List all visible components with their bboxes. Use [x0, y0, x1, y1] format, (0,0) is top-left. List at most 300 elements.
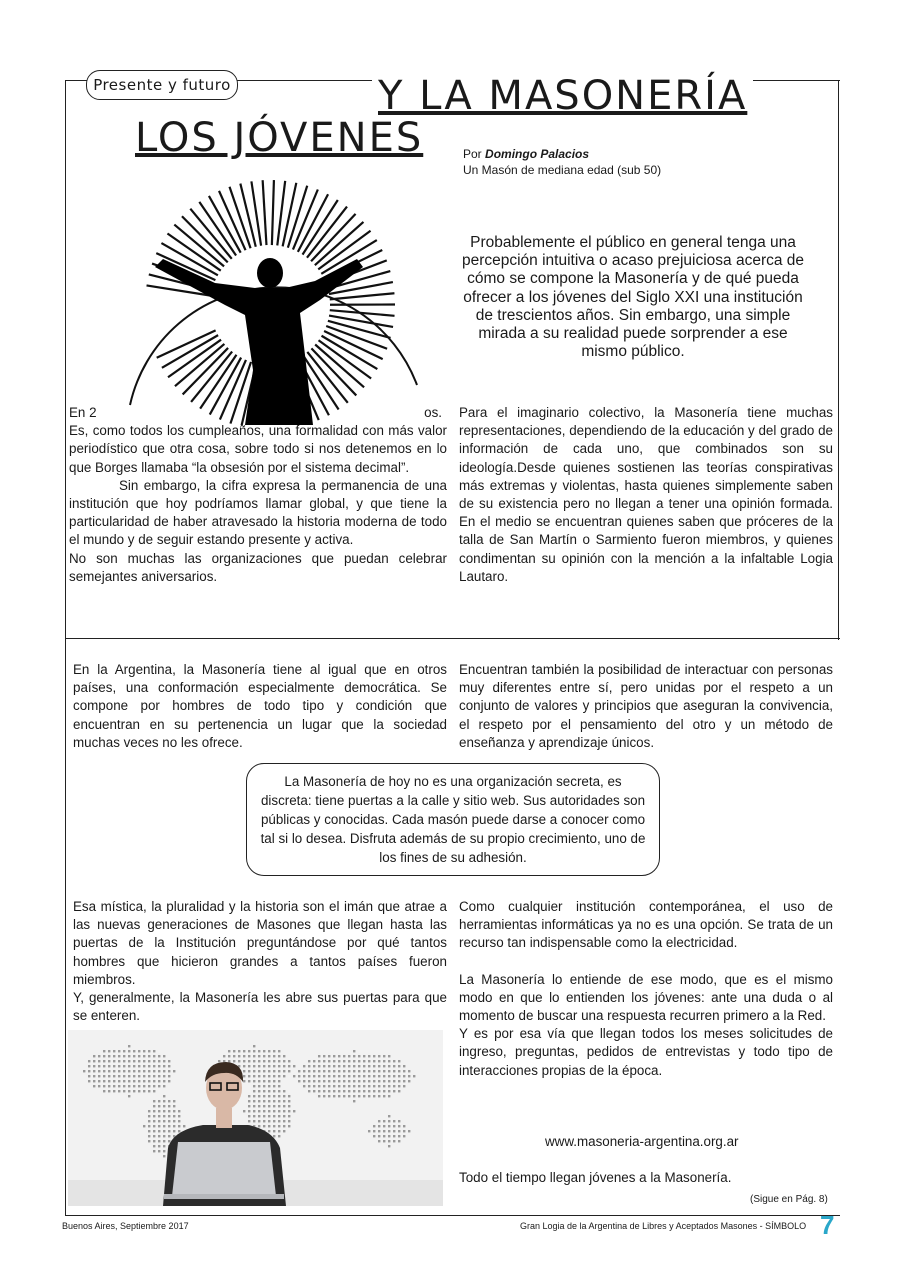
- map-dot: [393, 1075, 395, 1077]
- paragraph: Esa mística, la pluralidad y la historia son el imán que atrae a las nuevas generaciones de Masones que llegan hasta las puertas de la Institución preguntándose por qué tantos hombres que hicieron grandes a tantos países fueron miembros.: [73, 899, 447, 987]
- map-dot: [153, 1130, 155, 1132]
- map-dot: [333, 1075, 335, 1077]
- map-dot: [113, 1050, 115, 1052]
- map-dot: [403, 1085, 405, 1087]
- map-dot: [108, 1090, 110, 1092]
- website-url: www.masoneria-argentina.org.ar: [545, 1134, 739, 1149]
- map-dot: [278, 1115, 280, 1117]
- map-dot: [348, 1075, 350, 1077]
- map-dot: [278, 1060, 280, 1062]
- map-dot: [273, 1090, 275, 1092]
- map-dot: [93, 1085, 95, 1087]
- map-dot: [83, 1070, 85, 1072]
- map-dot: [338, 1095, 340, 1097]
- map-dot: [243, 1110, 245, 1112]
- map-dot: [163, 1065, 165, 1067]
- map-dot: [118, 1060, 120, 1062]
- map-dot: [233, 1055, 235, 1057]
- map-dot: [313, 1060, 315, 1062]
- map-dot: [283, 1055, 285, 1057]
- map-dot: [333, 1095, 335, 1097]
- map-dot: [343, 1080, 345, 1082]
- map-dot: [288, 1060, 290, 1062]
- map-dot: [148, 1085, 150, 1087]
- map-dot: [113, 1055, 115, 1057]
- map-dot: [313, 1090, 315, 1092]
- map-dot: [288, 1070, 290, 1072]
- map-dot: [183, 1125, 185, 1127]
- map-dot: [303, 1085, 305, 1087]
- map-dot: [258, 1070, 260, 1072]
- map-dot: [283, 1125, 285, 1127]
- continued-note: (Sigue en Pág. 8): [750, 1194, 828, 1205]
- map-dot: [243, 1055, 245, 1057]
- map-dot: [278, 1065, 280, 1067]
- map-dot: [268, 1090, 270, 1092]
- map-dot: [148, 1075, 150, 1077]
- map-dot: [373, 1075, 375, 1077]
- map-dot: [243, 1060, 245, 1062]
- map-dot: [313, 1080, 315, 1082]
- map-dot: [253, 1075, 255, 1077]
- map-dot: [303, 1080, 305, 1082]
- map-dot: [288, 1120, 290, 1122]
- map-dot: [148, 1135, 150, 1137]
- map-dot: [108, 1080, 110, 1082]
- map-dot: [158, 1105, 160, 1107]
- map-dot: [368, 1130, 370, 1132]
- map-dot: [268, 1095, 270, 1097]
- map-dot: [153, 1135, 155, 1137]
- map-dot: [133, 1065, 135, 1067]
- map-dot: [138, 1070, 140, 1072]
- map-dot: [253, 1095, 255, 1097]
- map-dot: [333, 1065, 335, 1067]
- map-dot: [143, 1060, 145, 1062]
- first-line-end: os.: [424, 405, 442, 420]
- map-dot: [358, 1055, 360, 1057]
- map-dot: [158, 1075, 160, 1077]
- map-dot: [253, 1060, 255, 1062]
- map-dot: [258, 1065, 260, 1067]
- map-dot: [93, 1075, 95, 1077]
- map-dot: [288, 1115, 290, 1117]
- map-dot: [343, 1065, 345, 1067]
- map-dot: [103, 1055, 105, 1057]
- map-dot: [248, 1055, 250, 1057]
- map-dot: [403, 1075, 405, 1077]
- sunburst-ray: [263, 180, 267, 245]
- map-dot: [388, 1090, 390, 1092]
- map-dot: [153, 1140, 155, 1142]
- map-dot: [93, 1060, 95, 1062]
- map-dot: [373, 1060, 375, 1062]
- map-dot: [343, 1090, 345, 1092]
- map-dot: [343, 1095, 345, 1097]
- map-dot: [398, 1135, 400, 1137]
- map-dot: [263, 1050, 265, 1052]
- map-dot: [368, 1080, 370, 1082]
- map-dot: [248, 1065, 250, 1067]
- map-dot: [258, 1090, 260, 1092]
- map-dot: [158, 1100, 160, 1102]
- map-dot: [363, 1065, 365, 1067]
- map-dot: [258, 1060, 260, 1062]
- map-dot: [248, 1115, 250, 1117]
- map-dot: [88, 1080, 90, 1082]
- map-dot: [348, 1090, 350, 1092]
- map-dot: [253, 1085, 255, 1087]
- map-dot: [168, 1075, 170, 1077]
- paragraph: Sin embargo, la cifra expresa la permanencia de una institución que hoy podríamos llamar global, y que tiene la particularidad de haber atravesado la historia moderna de todo el mundo y de seguir estando presente y activa.: [69, 477, 447, 548]
- map-dot: [388, 1075, 390, 1077]
- map-dot: [143, 1080, 145, 1082]
- paragraph: Encuentran también la posibilidad de interactuar con personas muy diferentes entre sí, pero unidas por el respeto a un conjunto de valores y principios que aseguran la convivencia, el respeto por el pensamiento del otro y un método de enseñanza y aprendizaje únicos.: [459, 662, 833, 750]
- map-dot: [283, 1100, 285, 1102]
- map-dot: [163, 1135, 165, 1137]
- map-dot: [273, 1100, 275, 1102]
- map-dot: [293, 1065, 295, 1067]
- map-dot: [158, 1150, 160, 1152]
- map-dot: [368, 1070, 370, 1072]
- map-dot: [133, 1070, 135, 1072]
- map-dot: [158, 1110, 160, 1112]
- map-dot: [393, 1080, 395, 1082]
- map-dot: [303, 1075, 305, 1077]
- sunburst-ray: [272, 180, 274, 245]
- map-dot: [328, 1060, 330, 1062]
- map-dot: [143, 1070, 145, 1072]
- map-dot: [283, 1095, 285, 1097]
- map-dot: [258, 1050, 260, 1052]
- map-dot: [378, 1120, 380, 1122]
- byline: [463, 146, 661, 178]
- map-dot: [343, 1075, 345, 1077]
- map-dot: [368, 1055, 370, 1057]
- map-dot: [93, 1080, 95, 1082]
- map-dot: [403, 1125, 405, 1127]
- map-dot: [358, 1060, 360, 1062]
- map-dot: [283, 1115, 285, 1117]
- map-dot: [158, 1055, 160, 1057]
- map-dot: [163, 1130, 165, 1132]
- map-dot: [238, 1060, 240, 1062]
- callout-box: La Masonería de hoy no es una organización secreta, es discreta: tiene puertas a la calle y sitio web. Sus autoridades son públicas y conocidas. Cada masón puede darse a conocer como tal si lo desea. Disfruta además de su propio crecimiento, uno de los fines de su adhesión.: [246, 763, 660, 876]
- map-dot: [273, 1105, 275, 1107]
- map-dot: [268, 1085, 270, 1087]
- map-dot: [378, 1135, 380, 1137]
- map-dot: [153, 1100, 155, 1102]
- map-dot: [98, 1085, 100, 1087]
- map-dot: [163, 1150, 165, 1152]
- map-dot: [173, 1125, 175, 1127]
- map-dot: [258, 1110, 260, 1112]
- map-dot: [278, 1095, 280, 1097]
- map-dot: [88, 1060, 90, 1062]
- map-dot: [143, 1085, 145, 1087]
- map-dot: [353, 1050, 355, 1052]
- map-dot: [408, 1075, 410, 1077]
- map-dot: [398, 1130, 400, 1132]
- map-dot: [248, 1080, 250, 1082]
- map-dot: [368, 1085, 370, 1087]
- map-dot: [118, 1080, 120, 1082]
- map-dot: [318, 1085, 320, 1087]
- map-dot: [238, 1050, 240, 1052]
- map-dot: [333, 1060, 335, 1062]
- map-dot: [368, 1060, 370, 1062]
- map-dot: [178, 1110, 180, 1112]
- map-dot: [258, 1120, 260, 1122]
- map-dot: [313, 1065, 315, 1067]
- map-dot: [273, 1120, 275, 1122]
- sunburst-ray: [191, 352, 232, 402]
- sunburst-silhouette-illustration: [95, 155, 437, 425]
- map-dot: [383, 1140, 385, 1142]
- map-dot: [383, 1075, 385, 1077]
- sunburst-ray: [311, 348, 356, 395]
- map-dot: [388, 1060, 390, 1062]
- map-dot: [393, 1070, 395, 1072]
- byline-subtitle: Un Masón de mediana edad (sub 50): [463, 163, 662, 177]
- map-dot: [398, 1125, 400, 1127]
- column-left-top: [69, 404, 447, 586]
- map-dot: [378, 1095, 380, 1097]
- map-dot: [118, 1070, 120, 1072]
- map-dot: [88, 1070, 90, 1072]
- map-dot: [173, 1115, 175, 1117]
- map-dot: [158, 1125, 160, 1127]
- map-dot: [273, 1055, 275, 1057]
- map-dot: [403, 1130, 405, 1132]
- map-dot: [253, 1080, 255, 1082]
- sunburst-ray: [174, 225, 224, 267]
- map-dot: [288, 1105, 290, 1107]
- map-dot: [268, 1100, 270, 1102]
- map-dot: [158, 1115, 160, 1117]
- map-dot: [298, 1070, 300, 1072]
- map-dot: [368, 1095, 370, 1097]
- map-dot: [108, 1060, 110, 1062]
- map-dot: [368, 1075, 370, 1077]
- map-dot: [153, 1050, 155, 1052]
- map-dot: [338, 1085, 340, 1087]
- map-dot: [378, 1090, 380, 1092]
- map-dot: [248, 1070, 250, 1072]
- map-dot: [133, 1060, 135, 1062]
- map-dot: [243, 1075, 245, 1077]
- map-dot: [133, 1055, 135, 1057]
- paragraph: Y es por esa vía que llegan todos los meses solicitudes de ingreso, preguntas, pedidos de entrevistas y todo tipo de interacciones propias de la época.: [459, 1026, 833, 1078]
- map-dot: [278, 1100, 280, 1102]
- map-dot: [278, 1125, 280, 1127]
- map-dot: [373, 1135, 375, 1137]
- map-dot: [158, 1140, 160, 1142]
- map-dot: [328, 1085, 330, 1087]
- map-dot: [273, 1115, 275, 1117]
- map-dot: [348, 1080, 350, 1082]
- map-dot: [363, 1055, 365, 1057]
- map-dot: [363, 1095, 365, 1097]
- map-dot: [108, 1055, 110, 1057]
- map-dot: [93, 1055, 95, 1057]
- map-dot: [383, 1065, 385, 1067]
- map-dot: [343, 1085, 345, 1087]
- map-dot: [333, 1055, 335, 1057]
- map-dot: [273, 1110, 275, 1112]
- map-dot: [248, 1120, 250, 1122]
- map-dot: [253, 1055, 255, 1057]
- map-dot: [228, 1055, 230, 1057]
- map-dot: [373, 1055, 375, 1057]
- map-dot: [153, 1060, 155, 1062]
- map-dot: [263, 1070, 265, 1072]
- sunburst-ray: [315, 345, 364, 388]
- map-dot: [398, 1065, 400, 1067]
- map-dot: [163, 1105, 165, 1107]
- map-dot: [128, 1085, 130, 1087]
- paragraph: Es, como todos los cumpleaños, una formalidad con más valor periodístico que otra cosa, sobre todo si nos detenemos en lo que Borges llamaba “la obsesión por el sistema decimal”.: [69, 423, 447, 475]
- map-dot: [353, 1070, 355, 1072]
- map-dot: [148, 1140, 150, 1142]
- map-dot: [168, 1070, 170, 1072]
- map-dot: [178, 1115, 180, 1117]
- map-dot: [258, 1075, 260, 1077]
- map-dot: [353, 1075, 355, 1077]
- map-dot: [303, 1070, 305, 1072]
- map-dot: [263, 1080, 265, 1082]
- map-dot: [148, 1090, 150, 1092]
- map-dot: [348, 1085, 350, 1087]
- map-dot: [243, 1065, 245, 1067]
- map-dot: [258, 1055, 260, 1057]
- map-dot: [128, 1060, 130, 1062]
- map-dot: [318, 1075, 320, 1077]
- map-dot: [373, 1130, 375, 1132]
- map-dot: [113, 1060, 115, 1062]
- map-dot: [253, 1045, 255, 1047]
- sunburst-ray: [315, 222, 364, 265]
- map-dot: [318, 1070, 320, 1072]
- map-dot: [153, 1090, 155, 1092]
- map-dot: [383, 1090, 385, 1092]
- map-dot: [388, 1145, 390, 1147]
- map-dot: [263, 1115, 265, 1117]
- map-dot: [153, 1105, 155, 1107]
- map-dot: [403, 1070, 405, 1072]
- paragraph: Como cualquier institución contemporánea, el uso de herramientas informáticas ya no es una opción. Se trata de un recurso tan indispensable como la electricidad.: [459, 899, 833, 951]
- map-dot: [273, 1130, 275, 1132]
- map-dot: [168, 1130, 170, 1132]
- map-dot: [158, 1120, 160, 1122]
- map-dot: [128, 1045, 130, 1047]
- map-dot: [98, 1080, 100, 1082]
- map-dot: [128, 1065, 130, 1067]
- map-dot: [173, 1130, 175, 1132]
- map-dot: [158, 1145, 160, 1147]
- map-dot: [373, 1085, 375, 1087]
- map-dot: [353, 1060, 355, 1062]
- map-dot: [413, 1075, 415, 1077]
- map-dot: [323, 1065, 325, 1067]
- map-dot: [153, 1055, 155, 1057]
- map-dot: [323, 1085, 325, 1087]
- map-dot: [108, 1070, 110, 1072]
- map-dot: [273, 1125, 275, 1127]
- map-dot: [318, 1065, 320, 1067]
- map-dot: [278, 1090, 280, 1092]
- map-dot: [323, 1060, 325, 1062]
- sunburst-ray: [175, 344, 224, 386]
- map-dot: [388, 1130, 390, 1132]
- map-dot: [148, 1070, 150, 1072]
- map-dot: [323, 1095, 325, 1097]
- map-dot: [358, 1065, 360, 1067]
- map-dot: [398, 1075, 400, 1077]
- map-dot: [338, 1060, 340, 1062]
- map-dot: [323, 1075, 325, 1077]
- map-dot: [113, 1090, 115, 1092]
- map-dot: [268, 1115, 270, 1117]
- map-dot: [143, 1090, 145, 1092]
- map-dot: [158, 1135, 160, 1137]
- map-dot: [223, 1055, 225, 1057]
- map-dot: [253, 1065, 255, 1067]
- map-dot: [128, 1050, 130, 1052]
- map-dot: [323, 1080, 325, 1082]
- map-dot: [313, 1085, 315, 1087]
- map-dot: [343, 1070, 345, 1072]
- map-dot: [363, 1080, 365, 1082]
- map-dot: [103, 1080, 105, 1082]
- map-dot: [293, 1110, 295, 1112]
- map-dot: [218, 1060, 220, 1062]
- map-dot: [398, 1120, 400, 1122]
- map-dot: [253, 1050, 255, 1052]
- map-dot: [278, 1085, 280, 1087]
- map-dot: [98, 1075, 100, 1077]
- map-dot: [273, 1050, 275, 1052]
- map-dot: [393, 1085, 395, 1087]
- column-right-top: [459, 404, 833, 586]
- map-dot: [393, 1120, 395, 1122]
- map-dot: [163, 1070, 165, 1072]
- map-dot: [168, 1110, 170, 1112]
- map-dot: [113, 1075, 115, 1077]
- map-dot: [283, 1090, 285, 1092]
- map-dot: [168, 1135, 170, 1137]
- map-dot: [393, 1090, 395, 1092]
- map-dot: [353, 1090, 355, 1092]
- map-dot: [398, 1060, 400, 1062]
- map-dot: [268, 1050, 270, 1052]
- map-dot: [173, 1100, 175, 1102]
- map-dot: [363, 1085, 365, 1087]
- map-dot: [108, 1075, 110, 1077]
- map-dot: [308, 1085, 310, 1087]
- map-dot: [248, 1095, 250, 1097]
- map-dot: [278, 1135, 280, 1137]
- map-dot: [313, 1070, 315, 1072]
- map-dot: [138, 1060, 140, 1062]
- map-dot: [278, 1120, 280, 1122]
- map-dot: [263, 1100, 265, 1102]
- map-dot: [153, 1120, 155, 1122]
- map-dot: [378, 1070, 380, 1072]
- map-dot: [388, 1055, 390, 1057]
- map-dot: [343, 1060, 345, 1062]
- map-dot: [273, 1075, 275, 1077]
